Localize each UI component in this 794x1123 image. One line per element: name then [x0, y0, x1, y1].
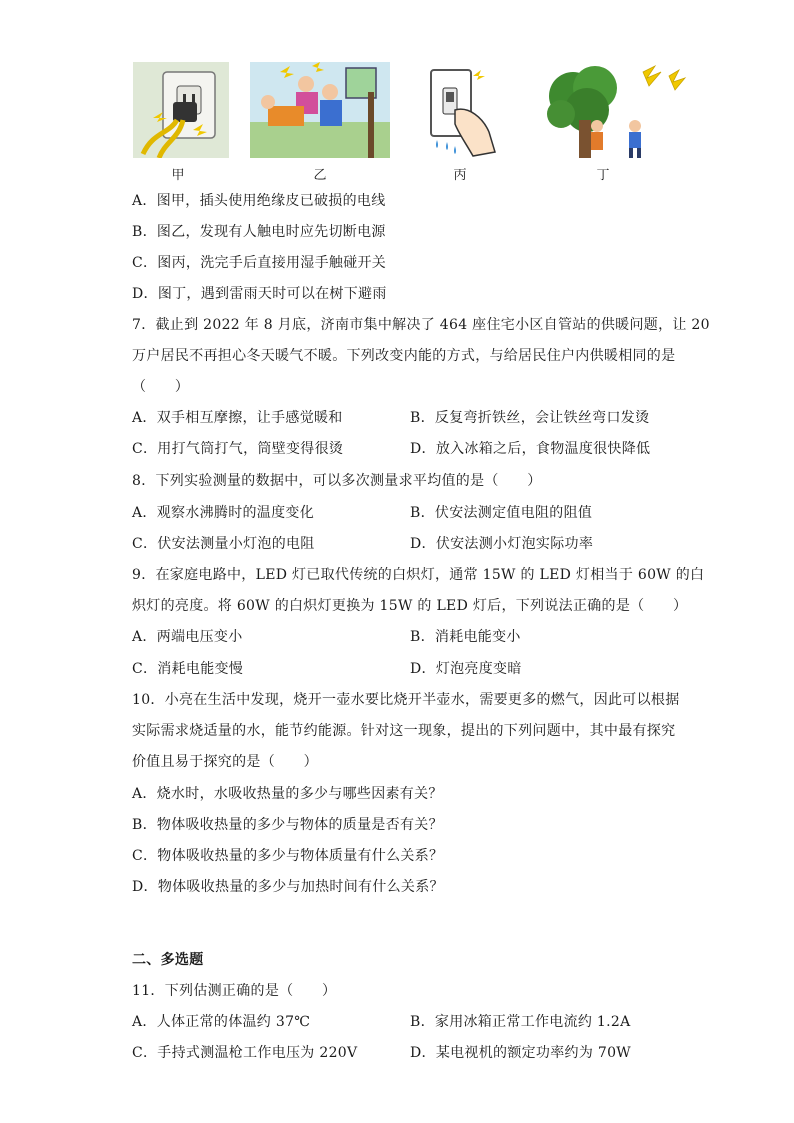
q7-option-a: A．双手相互摩擦，让手感觉暖和: [132, 410, 343, 426]
q8-option-a: A．观察水沸腾时的温度变化: [132, 505, 315, 521]
caption-jia: 甲: [171, 168, 185, 183]
wet-hand-switch-illustration: [425, 62, 497, 158]
q10-option-a: A．烧水时，水吸收热量的多少与哪些因素有关？: [132, 786, 443, 802]
tree-lightning-illustration: [543, 62, 691, 162]
q6-option-b: B．图乙，发现有人触电时应先切断电源: [132, 224, 386, 240]
q9-stem-line1: 9．在家庭电路中，LED 灯已取代传统的白炽灯，通常 15W 的 LED 灯相当于 60W 的白: [132, 567, 705, 583]
damaged-plug-illustration: [133, 62, 229, 158]
q10-stem-line1: 10．小亮在生活中发现，烧开一壶水要比烧开半壶水，需要更多的燃气，因此可以根据: [132, 692, 680, 708]
q8-option-b: B．伏安法测定值电阻的阻值: [410, 505, 593, 521]
q10-stem-line2: 实际需求烧适量的水，能节约能源。针对这一现象，提出的下列问题中，其中最有探究: [132, 723, 676, 739]
q11-option-b: B．家用冰箱正常工作电流约 1.2A: [410, 1014, 631, 1030]
q7-option-b: B．反复弯折铁丝，会让铁丝弯口发烫: [410, 410, 650, 426]
q7-option-d: D．放入冰箱之后，食物温度很快降低: [410, 441, 651, 457]
q11-option-c: C．手持式测温枪工作电压为 220V: [132, 1045, 358, 1061]
q9-stem-line2: 炽灯的亮度。将 60W 的白炽灯更换为 15W 的 LED 灯后，下列说法正确的是（ ）: [132, 598, 688, 614]
q9-option-b: B．消耗电能变小: [410, 629, 521, 645]
q8-stem: 8．下列实验测量的数据中，可以多次测量求平均值的是（ ）: [132, 473, 542, 489]
q10-stem-line3: 价值且易于探究的是（ ）: [132, 754, 318, 770]
q10-option-d: D．物体吸收热量的多少与加热时间有什么关系？: [132, 879, 444, 895]
q11-option-d: D．某电视机的额定功率约为 70W: [410, 1045, 631, 1061]
q6-option-c: C．图丙，洗完手后直接用湿手触碰开关: [132, 255, 387, 271]
q7-stem-line1: 7．截止到 2022 年 8 月底，济南市集中解决了 464 座住宅小区自管站的供暖问题，让 20: [132, 317, 710, 333]
q10-option-c: C．物体吸收热量的多少与物体质量有什么关系？: [132, 848, 444, 864]
q11-stem: 11．下列估测正确的是（ ）: [132, 983, 337, 999]
q8-option-d: D．伏安法测小灯泡实际功率: [410, 536, 594, 552]
q6-option-a: A．图甲，插头使用绝缘皮已破损的电线: [132, 193, 386, 209]
q7-stem-line3: （ ）: [132, 379, 190, 395]
q7-option-c: C．用打气筒打气，筒壁变得很烫: [132, 441, 344, 457]
q6-option-d: D．图丁，遇到雷雨天时可以在树下避雨: [132, 286, 387, 302]
section-title-multi-choice: 二、多选题: [132, 952, 204, 968]
caption-bing: 丙: [453, 168, 467, 183]
illustration-strip: [0, 62, 794, 182]
q10-option-b: B．物体吸收热量的多少与物体的质量是否有关？: [132, 817, 443, 833]
q9-option-d: D．灯泡亮度变暗: [410, 661, 522, 677]
q11-option-a: A．人体正常的体温约 37℃: [132, 1014, 311, 1030]
q9-option-a: A．两端电压变小: [132, 629, 243, 645]
caption-yi: 乙: [313, 168, 327, 183]
caption-ding: 丁: [596, 168, 610, 183]
q9-option-c: C．消耗电能变慢: [132, 661, 244, 677]
q7-stem-line2: 万户居民不再担心冬天暖气不暖。下列改变内能的方式，与给居民住户内供暖相同的是: [132, 348, 676, 364]
q8-option-c: C．伏安法测量小灯泡的电阻: [132, 536, 315, 552]
electric-shock-illustration: [250, 62, 390, 158]
